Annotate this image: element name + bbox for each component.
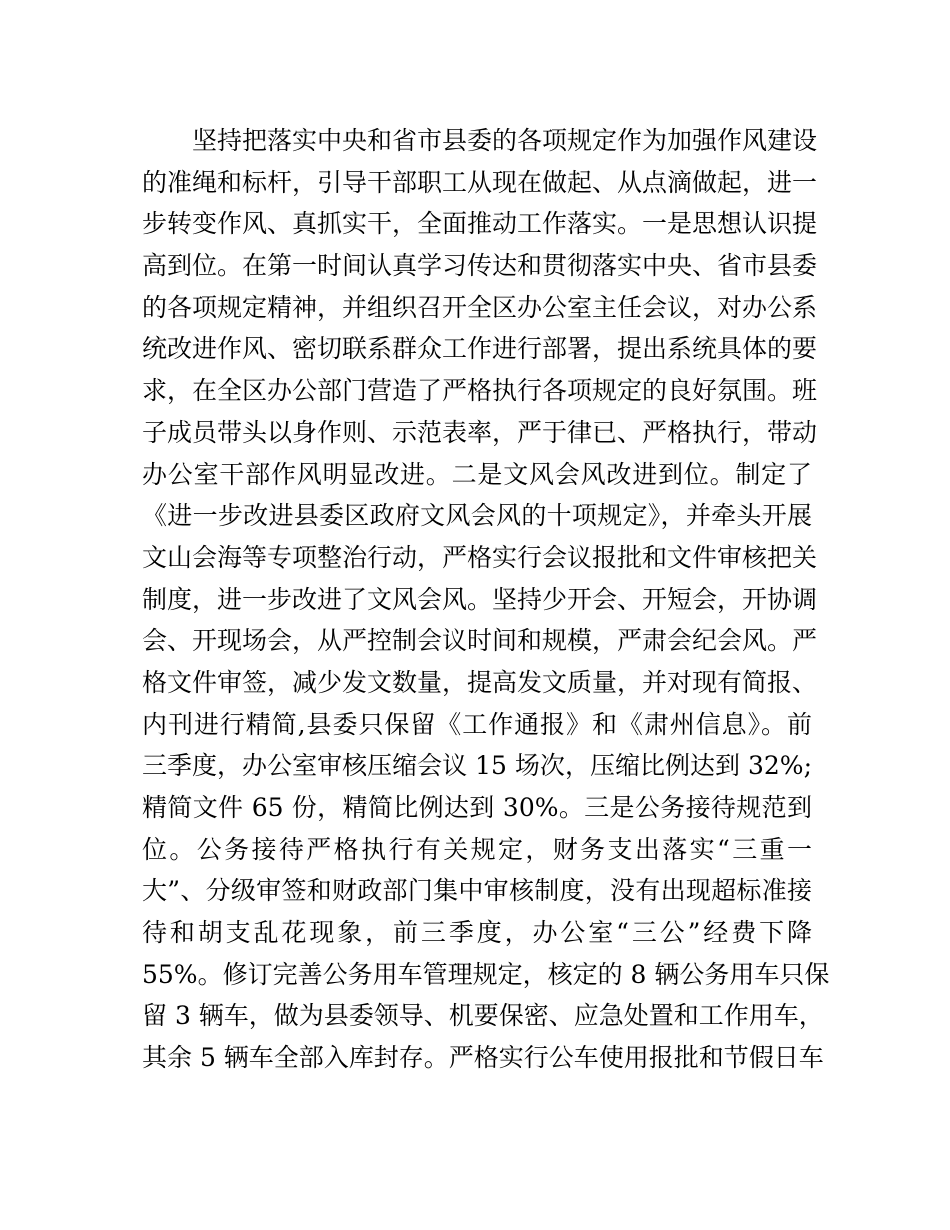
- paragraph-line: 高到位。在第一时间认真学习传达和贯彻落实中央、省市县委: [142, 251, 818, 281]
- paragraph-line: 的准绳和标杆，引导干部职工从现在做起、从点滴做起，进一: [142, 167, 818, 197]
- body-paragraph: [142, 120, 830, 1079]
- paragraph-line: 格文件审签，减少发文数量，提高发文质量，并对现有简报、: [142, 667, 818, 697]
- paragraph-line: 大”、分级审签和财政部门集中审核制度，没有出现超标准接: [142, 876, 812, 906]
- paragraph-line: 会、开现场会，从严控制会议时间和规模，严肃会纪会风。严: [142, 626, 818, 656]
- paragraph-line: 步转变作风、真抓实干，全面推动工作落实。一是思想认识提: [142, 209, 818, 239]
- paragraph-line: 精简文件 65 份，精简比例达到 30%。三是公务接待规范到: [142, 793, 812, 822]
- paragraph-line: 留 3 辆车，做为县委领导、机要保密、应急处置和工作用车，: [142, 1001, 824, 1031]
- paragraph-line: 待和胡支乱花现象，前三季度，办公室“三公”经费下降: [142, 918, 812, 948]
- paragraph-line: 内刊进行精简,县委只保留《工作通报》和《肃州信息》。前: [142, 709, 812, 739]
- paragraph-line: 坚持把落实中央和省市县委的各项规定作为加强作风建设: [192, 126, 818, 155]
- paragraph-line: 文山会海等专项整治行动，严格实行会议报批和文件审核把关: [142, 542, 818, 572]
- paragraph-line: 办公室干部作风明显改进。二是文风会风改进到位。制定了: [142, 459, 812, 489]
- paragraph-line: 位。公务接待严格执行有关规定，财务支出落实“三重一: [142, 834, 812, 864]
- paragraph-line: 三季度，办公室审核压缩会议 15 场次，压缩比例达到 32%;: [142, 751, 812, 781]
- paragraph-line: 55%。修订完善公务用车管理规定，核定的 8 辆公务用车只保: [142, 959, 830, 989]
- paragraph-line: 的各项规定精神，并组织召开全区办公室主任会议，对办公系: [142, 292, 818, 322]
- paragraph-line: 其余 5 辆车全部入库封存。严格实行公车使用报批和节假日车: [142, 1043, 824, 1073]
- paragraph-line: 子成员带头以身作则、示范表率，严于律已、严格执行，带动: [142, 417, 818, 447]
- paragraph-line: 《进一步改进县委区政府文风会风的十项规定》，并牵头开展: [142, 501, 812, 531]
- paragraph-line: 求，在全区办公部门营造了严格执行各项规定的良好氛围。班: [142, 376, 818, 406]
- paragraph-line: 制度，进一步改进了文风会风。坚持少开会、开短会，开协调: [142, 584, 818, 614]
- paragraph-line: 统改进作风、密切联系群众工作进行部署，提出系统具体的要: [142, 334, 818, 364]
